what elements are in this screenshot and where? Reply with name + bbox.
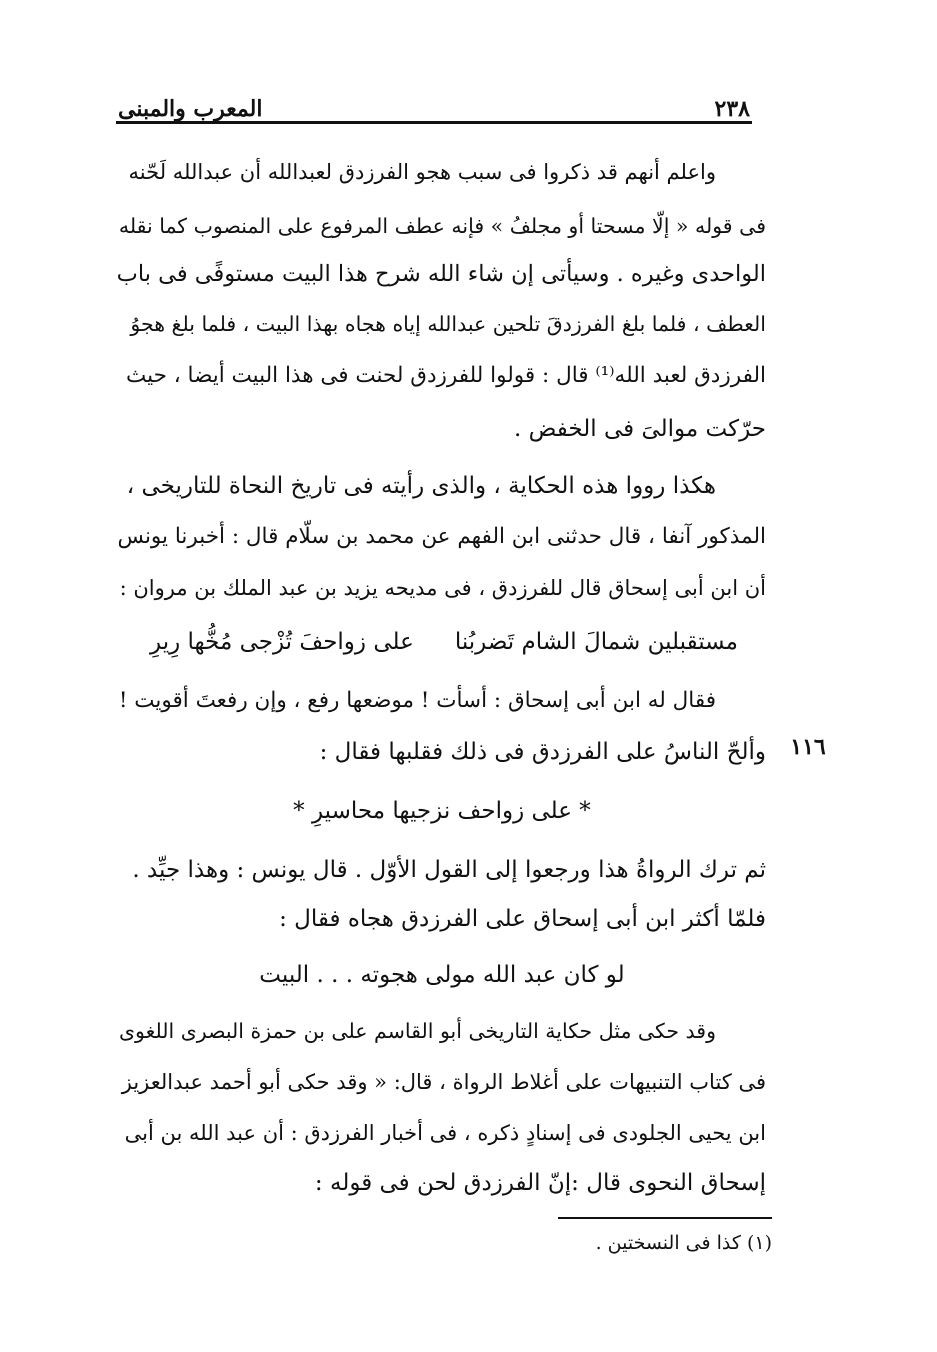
text-line: إسحاق النحوى قال :إنّ الفرزدق لحن فى قوله : xyxy=(314,1170,766,1196)
text-line: ابن يحيى الجلودى فى إسنادٍ ذكره ، فى أخبار الفرزدق : أن عبد الله بن أبى xyxy=(124,1121,766,1145)
verse-line: * على زواحف نزجيها محاسيرِ * xyxy=(293,798,591,824)
text-line: فقال له ابن أبى إسحاق : أسأت ! موضعها رفع ، وإن رفعتَ أقويت ! xyxy=(118,688,716,713)
text-line: فلمّا أكثر ابن أبى إسحاق على الفرزدق هجاه فقال : xyxy=(279,906,766,932)
text-line: الفرزدق لعبد الله⁽¹⁾ قال : قولوا للفرزدق لحنت فى هذا البيت أيضا ، حيث xyxy=(126,363,766,388)
text-line: أن ابن أبى إسحاق قال للفرزدق ، فى مديحه يزيد بن عبد الملك بن مروان : xyxy=(119,576,766,600)
margin-number: ١١٦ xyxy=(790,734,826,760)
verse-second-hemistich: على زواحفَ تُزْجى مُخُّها رِيرِ xyxy=(150,629,414,655)
footnote-rule xyxy=(558,1217,772,1219)
running-header xyxy=(118,84,750,122)
footnote: (١) كذا فى النسختين . xyxy=(595,1232,772,1254)
verse-line xyxy=(150,617,738,667)
text-line: ثم ترك الرواةُ هذا ورجعوا إلى القول الأوّل . قال يونس : وهذا جيِّد . xyxy=(132,857,766,883)
running-title: المعرب والمبنى xyxy=(118,96,263,122)
verse-line: لو كان عبد الله مولى هجوته . . . البيت xyxy=(259,962,625,988)
text-line: فى قوله « إلّا مسحتا أو مجلفُ » فإنه عطف المرفوع على المنصوب كما نقله xyxy=(118,214,766,238)
text-line: هكذا رووا هذه الحكاية ، والذى رأيته فى تاريخ النحاة للتاريخى ، xyxy=(126,473,716,499)
text-line: وقد حكى مثل حكاية التاريخى أبو القاسم على بن حمزة البصرى اللغوى xyxy=(118,1019,716,1043)
text-line: حرّكت موالىَ فى الخفض . xyxy=(514,416,766,442)
text-line: وألحّ الناسُ على الفرزدق فى ذلك فقلبها فقال : xyxy=(319,739,766,765)
text-line: فى كتاب التنبيهات على أغلاط الرواة ، قال: « وقد حكى أبو أحمد عبدالعزيز xyxy=(121,1070,766,1094)
text-line: العطف ، فلما بلغ الفرزدقَ تلحين عبدالله إياه هجاه بهذا البيت ، فلما بلغ هجوُ xyxy=(130,312,766,336)
text-line: المذكور آنفا ، قال حدثنى ابن الفهم عن محمد بن سلّام قال : أخبرنا يونس xyxy=(117,524,766,549)
verse-first-hemistich: مستقبلين شمالَ الشام تَضربُنا xyxy=(454,629,738,655)
text-line: واعلم أنهم قد ذكروا فى سبب هجو الفرزدق لعبدالله أن عبدالله لَحّنه xyxy=(128,160,716,184)
header-rule xyxy=(116,121,752,124)
text-line: الواحدى وغيره . وسيأتى إن شاء الله شرح هذا البيت مستوفًى فى باب xyxy=(116,261,766,287)
page-number: ٢٣٨ xyxy=(714,96,750,122)
